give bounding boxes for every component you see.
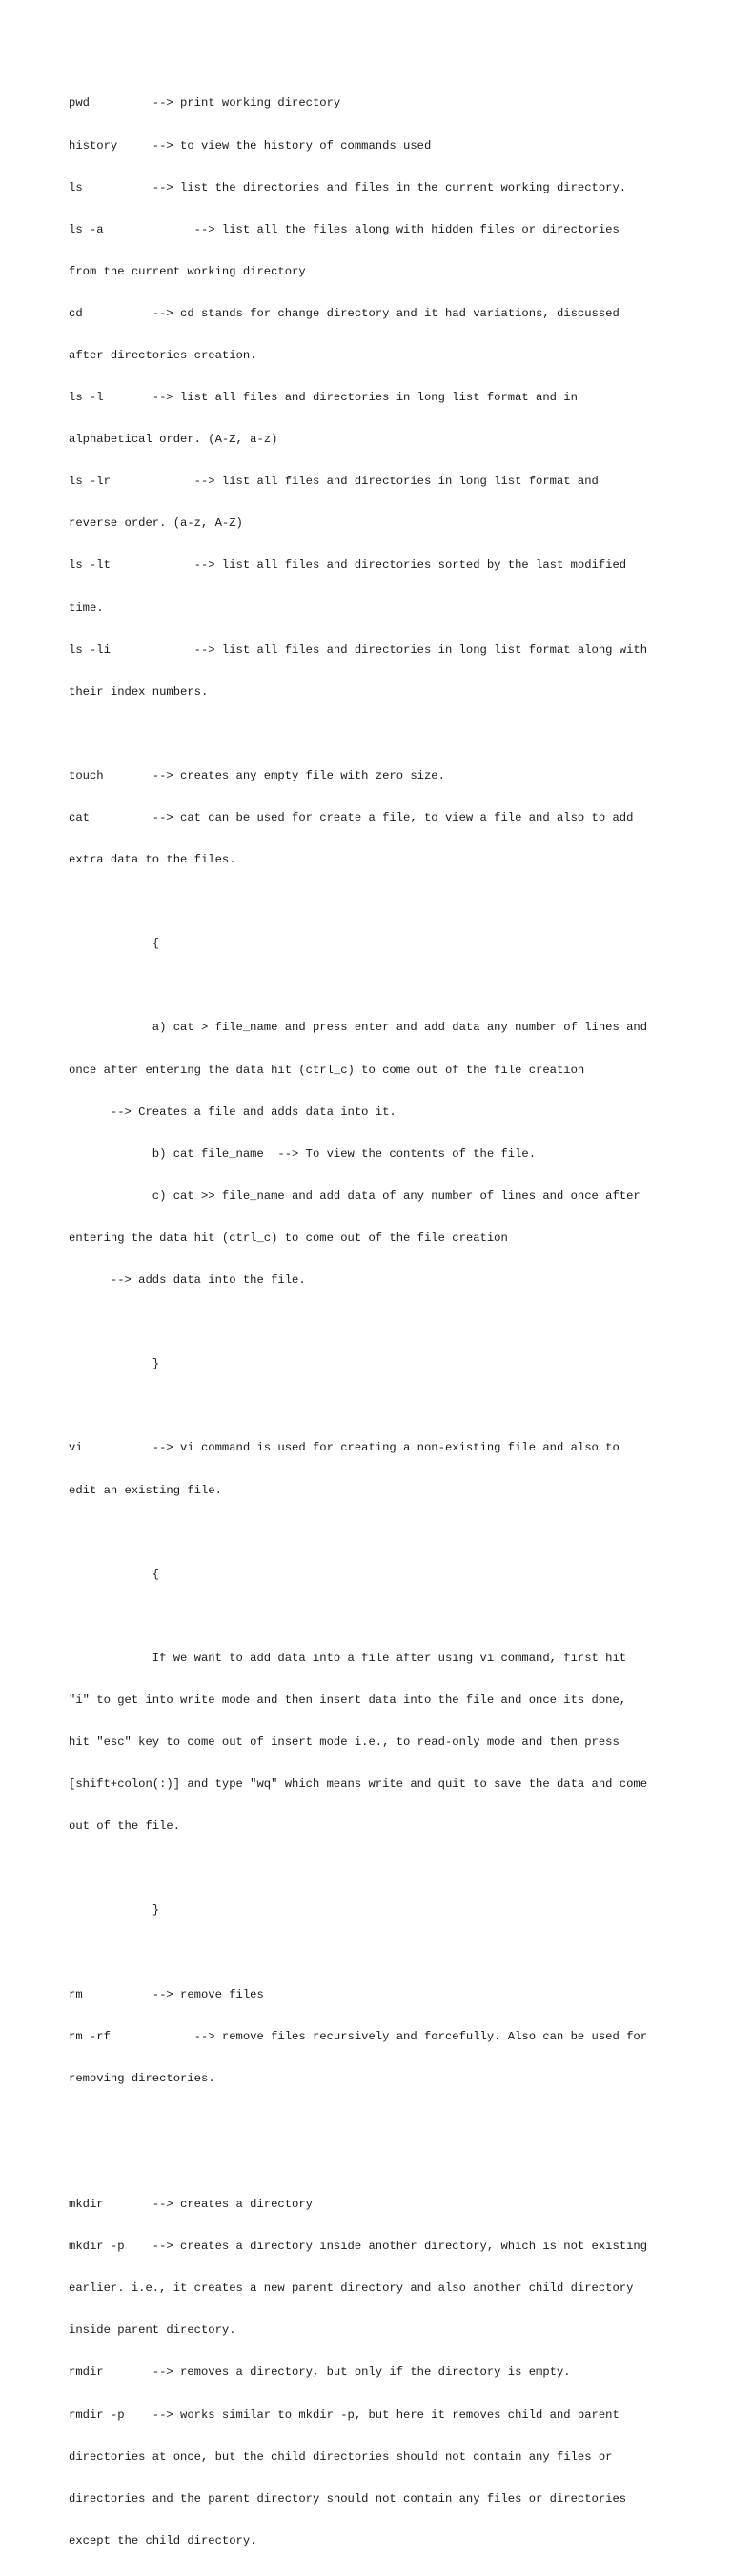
text-line: touch --> creates any empty file with zero size. [69, 768, 445, 782]
text-line: extra data to the files. [69, 853, 236, 867]
text-line: If we want to add data into a file after using vi command, first hit [69, 1651, 627, 1665]
text-line: b) cat file_name --> To view the contents of the file. [69, 1146, 537, 1161]
text-line: ls -l --> list all files and directories in long list format and in [69, 391, 578, 405]
text-line: rmdir --> removes a directory, but only if the directory is empty. [69, 2365, 571, 2380]
text-line: after directories creation. [69, 348, 257, 362]
text-line: rm -rf --> remove files recursively and forcefully. Also can be used for [69, 2029, 648, 2043]
text-line [69, 979, 679, 993]
text-line: time. [69, 600, 104, 615]
text-line: c) cat >> file_name and add data of any number of lines and once after [69, 1188, 640, 1203]
text-line: a) cat > file_name and press enter and add data any number of lines and [69, 1021, 648, 1035]
text-line: { [69, 1567, 160, 1581]
text-line [69, 895, 679, 909]
text-line: pwd --> print working directory [69, 96, 341, 111]
text-line: earlier. i.e., it creates a new parent directory and also another child directory [69, 2282, 634, 2296]
text-line: [shift+colon(:)] and type "wq" which means write and quit to save the data and come [69, 1777, 648, 1792]
text-line: mkdir -p --> creates a directory inside another directory, which is not existing [69, 2240, 648, 2254]
text-line [69, 1610, 679, 1624]
text-line: out of the file. [69, 1819, 181, 1834]
text-line: { [69, 937, 160, 951]
text-line: except the child directory. [69, 2533, 257, 2547]
text-line [69, 2156, 679, 2170]
text-line: "i" to get into write mode and then insert data into the file and once its done, [69, 1693, 627, 1707]
text-line: --> adds data into the file. [69, 1273, 306, 1288]
text-line [69, 1861, 679, 1876]
text-line: rm --> remove files [69, 1987, 264, 2001]
text-line: ls -lr --> list all files and directories in long list format and [69, 475, 599, 489]
text-line: } [69, 1903, 160, 1917]
text-line: directories at once, but the child directories should not contain any files or [69, 2449, 613, 2464]
text-line: mkdir --> creates a directory [69, 2198, 313, 2212]
text-line: once after entering the data hit (ctrl_c) to come out of the file creation [69, 1063, 585, 1077]
text-line: ls --> list the directories and files in the current working directory. [69, 180, 627, 194]
text-line: their index numbers. [69, 684, 209, 699]
document-body [69, 69, 679, 2576]
text-line: } [69, 1357, 160, 1371]
text-line: from the current working directory [69, 264, 306, 278]
text-line: reverse order. (a-z, A-Z) [69, 517, 243, 531]
text-line: hit "esc" key to come out of insert mode i.e., to read-only mode and then press [69, 1735, 620, 1750]
text-line: edit an existing file. [69, 1483, 222, 1497]
text-line [69, 2114, 679, 2128]
text-line: directories and the parent directory should not contain any files or directories [69, 2491, 627, 2505]
text-line [69, 727, 679, 741]
text-line: ls -li --> list all files and directories in long list format along with [69, 642, 648, 657]
text-line: inside parent directory. [69, 2323, 236, 2338]
text-line: ls -a --> list all the files along with hidden files or directories [69, 222, 620, 236]
text-line: vi --> vi command is used for creating a non-existing file and also to [69, 1441, 620, 1455]
text-line [69, 1315, 679, 1329]
text-line: rmdir -p --> works similar to mkdir -p, but here it removes child and parent [69, 2407, 620, 2422]
text-line [69, 1946, 679, 1960]
text-line: entering the data hit (ctrl_c) to come out of the file creation [69, 1230, 508, 1245]
text-line: --> Creates a file and adds data into it. [69, 1105, 396, 1119]
text-line: alphabetical order. (A-Z, a-z) [69, 433, 278, 447]
text-line: removing directories. [69, 2071, 215, 2085]
text-line: cd --> cd stands for change directory and it had variations, discussed [69, 306, 620, 320]
text-line: history --> to view the history of commands used [69, 138, 432, 152]
text-line: cat --> cat can be used for create a file, to view a file and also to add [69, 811, 634, 824]
text-line [69, 1399, 679, 1413]
text-line [69, 1526, 679, 1540]
text-line: ls -lt --> list all files and directories sorted by the last modified [69, 558, 627, 573]
